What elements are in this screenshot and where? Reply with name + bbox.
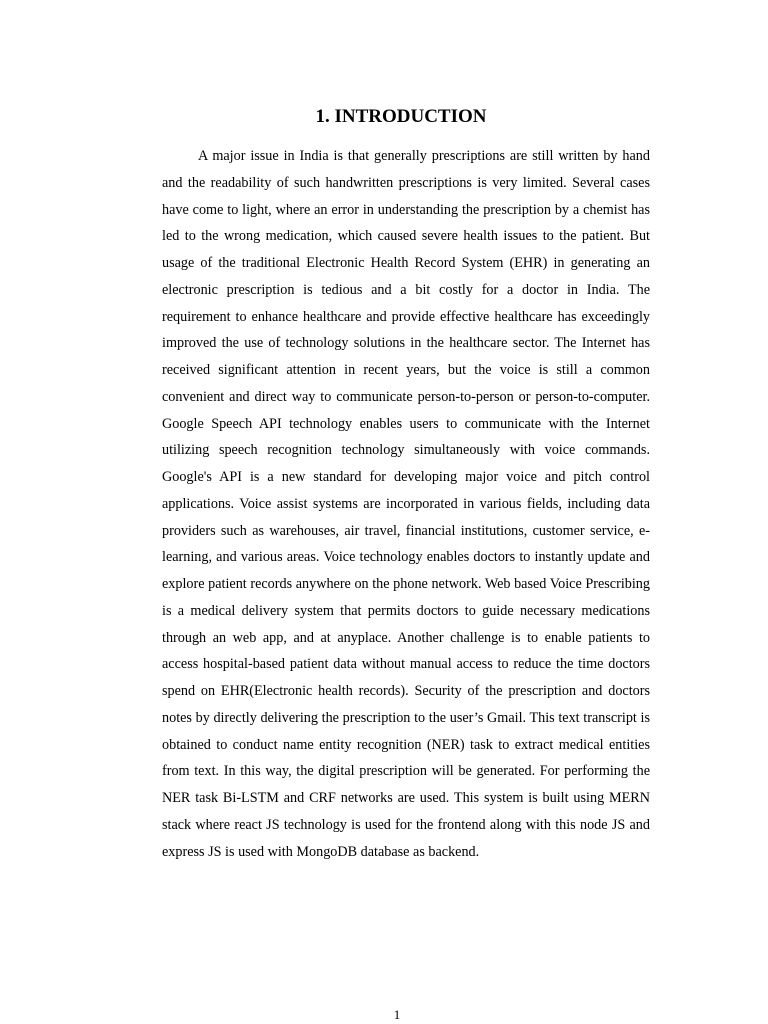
page-number: 1	[393, 1007, 401, 1022]
introduction-paragraph: A major issue in India is that generally prescriptions are still written by hand and the readability of such handwritten prescriptions is very limited. Several cases have come to light, where an error in understanding the prescription by a chemist has led to the wrong medication, which caused severe health issues to the patient. But usage of the traditional Electronic Health Record System (EHR) in generating an electronic prescription is tedious and a bit costly for a doctor in India. The requirement to enhance healthcare and provide effective healthcare has exceedingly improved the use of technology solutions in the healthcare sector. The Internet has received significant attention in recent years, but the voice is still a common convenient and direct way to communicate person-to-person or person-to-computer. Google Speech API technology enables users to communicate with the Internet utilizing speech recognition technology simultaneously with voice commands. Google's API is a new standard for developing major voice and pitch control applications. Voice assist systems are incorporated in various fields, including data providers such as warehouses, air travel, financial institutions, customer service, e-learning, and various areas. Voice technology enables doctors to instantly update and explore patient records anywhere on the phone network. Web based Voice Prescribing is a medical delivery system that permits doctors to guide necessary medications through an web app, and at anyplace. Another challenge is to enable patients to access hospital-based patient data without manual access to reduce the time doctors spend on EHR(Electronic health records). Security of the prescription and doctors notes by directly delivering the prescription to the user’s Gmail. This text transcript is obtained to conduct name entity recognition (NER) task to extract medical entities from text. In this way, the digital prescription will be generated. For performing the NER task Bi-LSTM and CRF networks are used. This system is built using MERN stack where react JS technology is used for the frontend along with this node JS and express JS is used with MongoDB database as backend.	[162, 148, 650, 860]
section-heading: 1. INTRODUCTION	[315, 106, 487, 127]
